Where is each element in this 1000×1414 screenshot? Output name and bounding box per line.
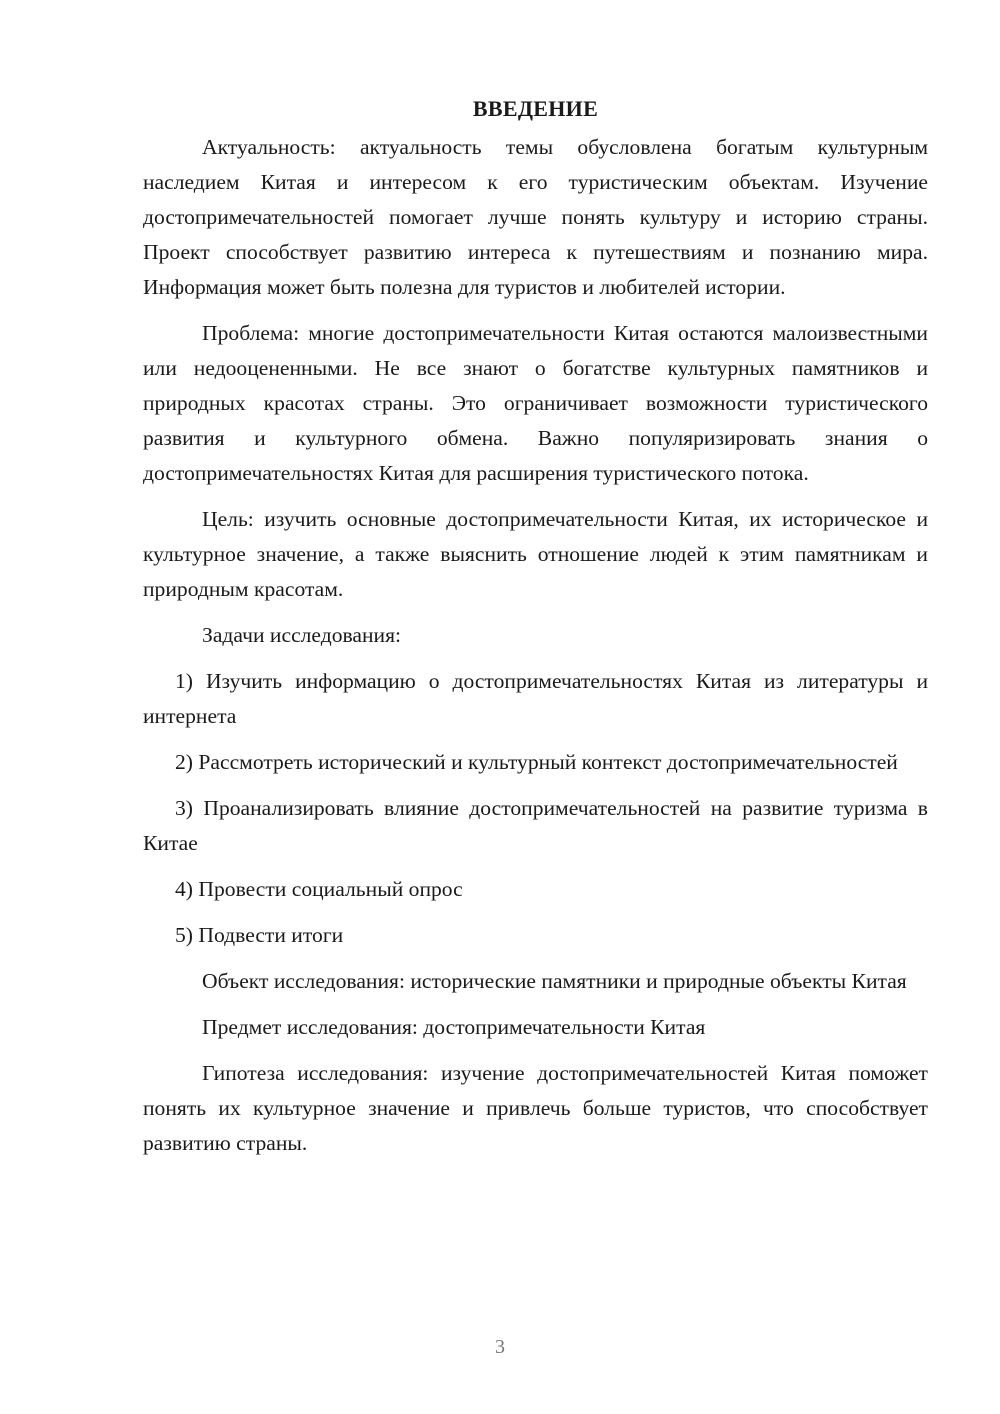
page-number: 3 <box>495 1336 505 1358</box>
problem-paragraph: Проблема: многие достопримечательности Китая остаются малоизвестными или недооцененными. Не все знают о богатстве культурных памятников и природных красотах страны. Это ограничивает возможности туристического развития и культурного обмена. Важно популяризировать знания о достопримечательностях Китая для расширения туристического потока. <box>143 321 928 485</box>
subject-paragraph: Предмет исследования: достопримечательности Китая <box>202 1015 706 1039</box>
task-item-5: 5) Подвести итоги <box>175 923 344 947</box>
task-item-3: 3) Проанализировать влияние достопримечательностей на развитие туризма в Китае <box>143 796 928 855</box>
hypothesis-paragraph: Гипотеза исследования: изучение достопримечательностей Китая поможет понять их культурное значение и привлечь больше туристов, что способствует развитию страны. <box>143 1061 928 1155</box>
tasks-title: Задачи исследования: <box>202 623 402 647</box>
goal-paragraph: Цель: изучить основные достопримечательности Китая, их историческое и культурное значение, а также выяснить отношение людей к этим памятникам и природным красотам. <box>143 507 928 601</box>
object-paragraph: Объект исследования: исторические памятники и природные объекты Китая <box>202 969 907 993</box>
task-item-1: 1) Изучить информацию о достопримечательностях Китая из литературы и интернета <box>143 669 928 728</box>
relevance-paragraph: Актуальность: актуальность темы обусловлена богатым культурным наследием Китая и интересом к его туристическим объектам. Изучение достопримечательностей помогает лучше понять культуру и историю страны. Проект способствует развитию интереса к путешествиям и познанию мира. Информация может быть полезна для туристов и любителей истории. <box>143 135 928 299</box>
task-item-4: 4) Провести социальный опрос <box>175 877 463 901</box>
document-page <box>143 92 928 1172</box>
section-heading: ВВЕДЕНИЕ <box>472 96 599 121</box>
task-item-2: 2) Рассмотреть исторический и культурный контекст достопримечательностей <box>175 750 898 774</box>
